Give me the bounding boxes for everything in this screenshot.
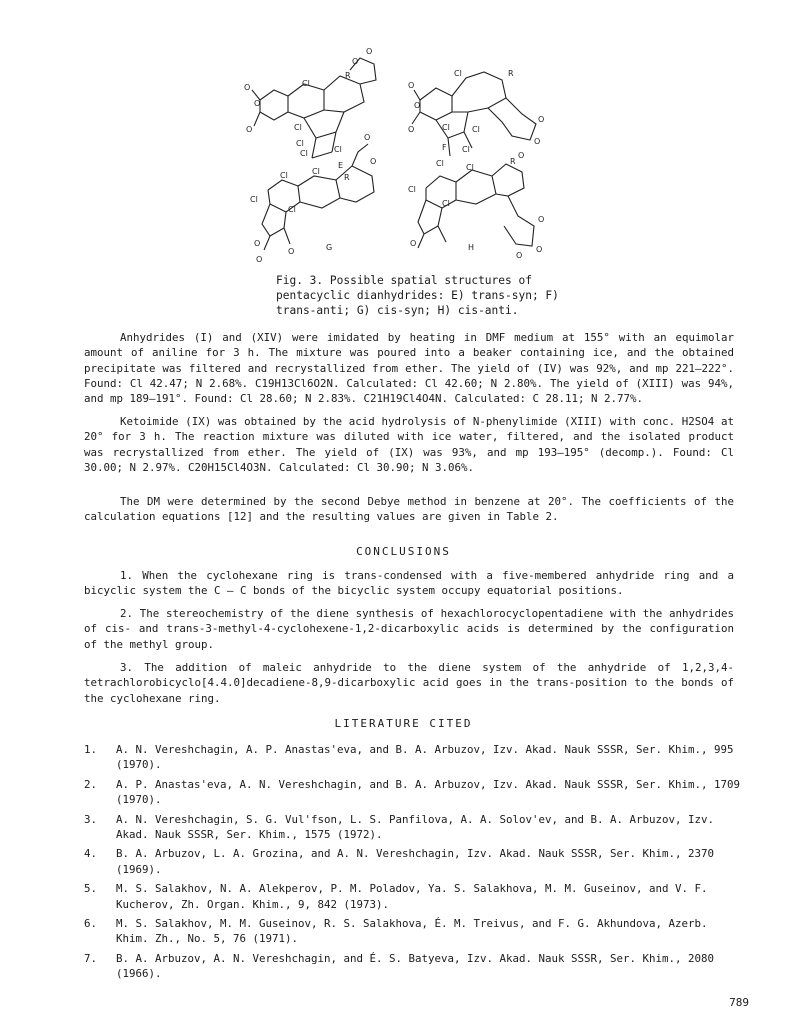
cl-label: Cl	[300, 149, 308, 158]
cl-label: Cl	[454, 69, 462, 78]
conclusion-item-3: 3. The addition of maleic anhydride to the diene system of the anhydride of 1,2,3,4-tetrachlorobicyclo[4.4.0]decadiene-8,9-dicarboxylic acid goes in the trans-position to the bonds of the cyclohexane ring.	[84, 661, 734, 705]
paragraph-dm: The DM were determined by the second Debye method in benzene at 20°. The coefficients of the calculation equations [12] and the resulting values are given in Table 2.	[84, 495, 734, 524]
cl-label: Cl	[472, 125, 480, 134]
cl-label: Cl	[442, 199, 450, 208]
o-label: O	[518, 151, 525, 160]
cl-label: Cl	[436, 159, 444, 168]
o-label: O	[246, 125, 253, 134]
o-label: O	[516, 251, 523, 260]
o-label: O	[288, 247, 295, 256]
r-label: R	[345, 71, 351, 80]
cl-label: Cl	[280, 171, 288, 180]
reference-text: B. A. Arbuzov, L. A. Grozina, and A. N. Vereshchagin, Izv. Akad. Nauk SSSR, Ser. Khim., 2370 (1969).	[116, 847, 715, 876]
figure-caption: Fig. 3. Possible spatial structures of pentacyclic dianhydrides: E) trans-syn; F) trans-anti; G) cis-syn; H) cis-anti.	[276, 274, 559, 317]
panel-label-e: E	[338, 161, 344, 170]
structures-drawing	[240, 40, 560, 270]
reference-text: M. S. Salakhov, N. A. Alekperov, P. M. Poladov, Ya. S. Salakhova, M. M. Guseinov, and V. F. Kucherov, Zh. Organ. Khim., 9, 842 (1973).	[116, 882, 708, 911]
o-label: O	[254, 99, 261, 108]
reference-item	[84, 742, 744, 773]
r-label: R	[508, 69, 514, 78]
reference-number: 7.	[84, 951, 98, 965]
o-label: O	[254, 239, 261, 248]
cl-label: Cl	[442, 123, 450, 132]
reference-item	[84, 916, 744, 947]
reference-text: A. P. Anastas'eva, A. N. Vereshchagin, and B. A. Arbuzov, Izv. Akad. Nauk SSSR, Ser. Khim., 1709 (1970).	[116, 777, 741, 807]
page-number: 789	[729, 996, 749, 1009]
reference-text: A. N. Vereshchagin, S. G. Vul'fson, L. S. Panfilova, A. A. Solov'ev, and B. A. Arbuzov, Izv. Akad. Nauk SSSR, Ser. Khim., 1575 (1972).	[116, 812, 715, 842]
conclusion-item-2: 2. The stereochemistry of the diene synthesis of hexachlorocyclopentadiene with the anhydrides of cis- and trans-3-methyl-4-cyclohexene-1,2-dicarboxylic acids is determined by the configuration of the methyl group.	[84, 607, 734, 651]
reference-number: 5.	[84, 882, 98, 896]
reference-number: 4.	[84, 847, 98, 861]
reference-item	[84, 846, 744, 877]
structure-e	[244, 47, 376, 170]
o-label: O	[536, 245, 543, 254]
reference-item	[84, 881, 744, 912]
reference-number: 1.	[84, 743, 98, 756]
structure-h	[408, 157, 544, 260]
cl-label: Cl	[462, 145, 470, 154]
paragraph-ketoimide: Ketoimide (IX) was obtained by the acid hydrolysis of N-phenylimide (XIII) with conc. H2SO4 at 20° for 3 h. The reaction mixture was diluted with ice water, filtered, and the isolated product was recrystallized from ether. The yield of (IX) was 93%, and mp 193–195° (decomp.). Found: Cl 30.00; N 2.97%. C20H15Cl4O3N. Calculated: Cl 30.90; N 3.06%.	[84, 415, 734, 474]
reference-number: 6.	[84, 917, 98, 931]
panel-label-g: G	[326, 243, 333, 252]
o-label: O	[366, 47, 373, 56]
o-label: O	[256, 255, 263, 264]
o-label: O	[410, 239, 417, 248]
o-label: O	[408, 81, 415, 90]
paragraph-anhydrides: Anhydrides (I) and (XIV) were imidated by heating in DMF medium at 155° with an equimolar amount of aniline for 3 h. The mixture was poured into a beaker containing ice, and the obtained precipitate was filtered and recrystallized from ether. The yield of (IV) was 92%, and mp 221–222°. Found: Cl 42.47; N 2.68%. C19H13Cl6O2N. Calculated: Cl 42.60; N 2.80%. The yield of (XIII) was 94%, and mp 189–191°. Found: Cl 28.60; N 2.83%. C21H19Cl4O4N. Calculated: C 28.11; N 2.77%.	[84, 331, 734, 406]
cl-label: Cl	[408, 185, 416, 194]
figure-3	[240, 40, 560, 270]
structure-f	[408, 69, 544, 160]
o-label: O	[534, 137, 541, 146]
r-label: R	[344, 173, 350, 182]
reference-text: M. S. Salakhov, M. M. Guseinov, R. S. Salakhova, É. M. Treivus, and F. G. Akhundova, Azerb. Khim. Zh., No. 5, 76 (1971).	[116, 917, 708, 946]
reference-text: A. N. Vereshchagin, A. P. Anastas'eva, and B. A. Arbuzov, Izv. Akad. Nauk SSSR, Ser. Khim., 995 (1970).	[116, 743, 734, 772]
reference-list	[84, 742, 744, 986]
o-label: O	[364, 133, 371, 142]
reference-item	[84, 812, 744, 843]
cl-label: Cl	[466, 163, 474, 172]
o-label: O	[352, 57, 359, 66]
o-label: O	[538, 215, 545, 224]
cl-label: Cl	[312, 167, 320, 176]
o-label: O	[244, 83, 251, 92]
cl-label: Cl	[288, 205, 296, 214]
conclusions-heading: CONCLUSIONS	[356, 545, 451, 558]
o-label: O	[538, 115, 545, 124]
r-label: R	[510, 157, 516, 166]
cl-label: Cl	[302, 79, 310, 88]
cl-label: Cl	[250, 195, 258, 204]
panel-label-h: H	[468, 243, 475, 252]
cl-label: Cl	[294, 123, 302, 132]
conclusion-item-1: 1. When the cyclohexane ring is trans-condensed with a five-membered anhydride ring and a bicyclic system the C – C bonds of the bicyclic system occupy equatorial positions.	[84, 569, 734, 598]
literature-heading: LITERATURE CITED	[334, 717, 473, 730]
panel-label-f: F	[442, 143, 447, 152]
o-label: O	[408, 125, 415, 134]
o-label: O	[370, 157, 377, 166]
reference-text: B. A. Arbuzov, A. N. Vereshchagin, and É. S. Batyeva, Izv. Akad. Nauk SSSR, Ser. Khim., 2080 (1966).	[116, 951, 715, 981]
cl-label: Cl	[296, 139, 304, 148]
reference-item	[84, 777, 744, 808]
o-label: O	[414, 101, 421, 110]
reference-number: 2.	[84, 777, 98, 791]
reference-number: 3.	[84, 812, 98, 826]
cl-label: Cl	[334, 145, 342, 154]
reference-item	[84, 951, 744, 982]
